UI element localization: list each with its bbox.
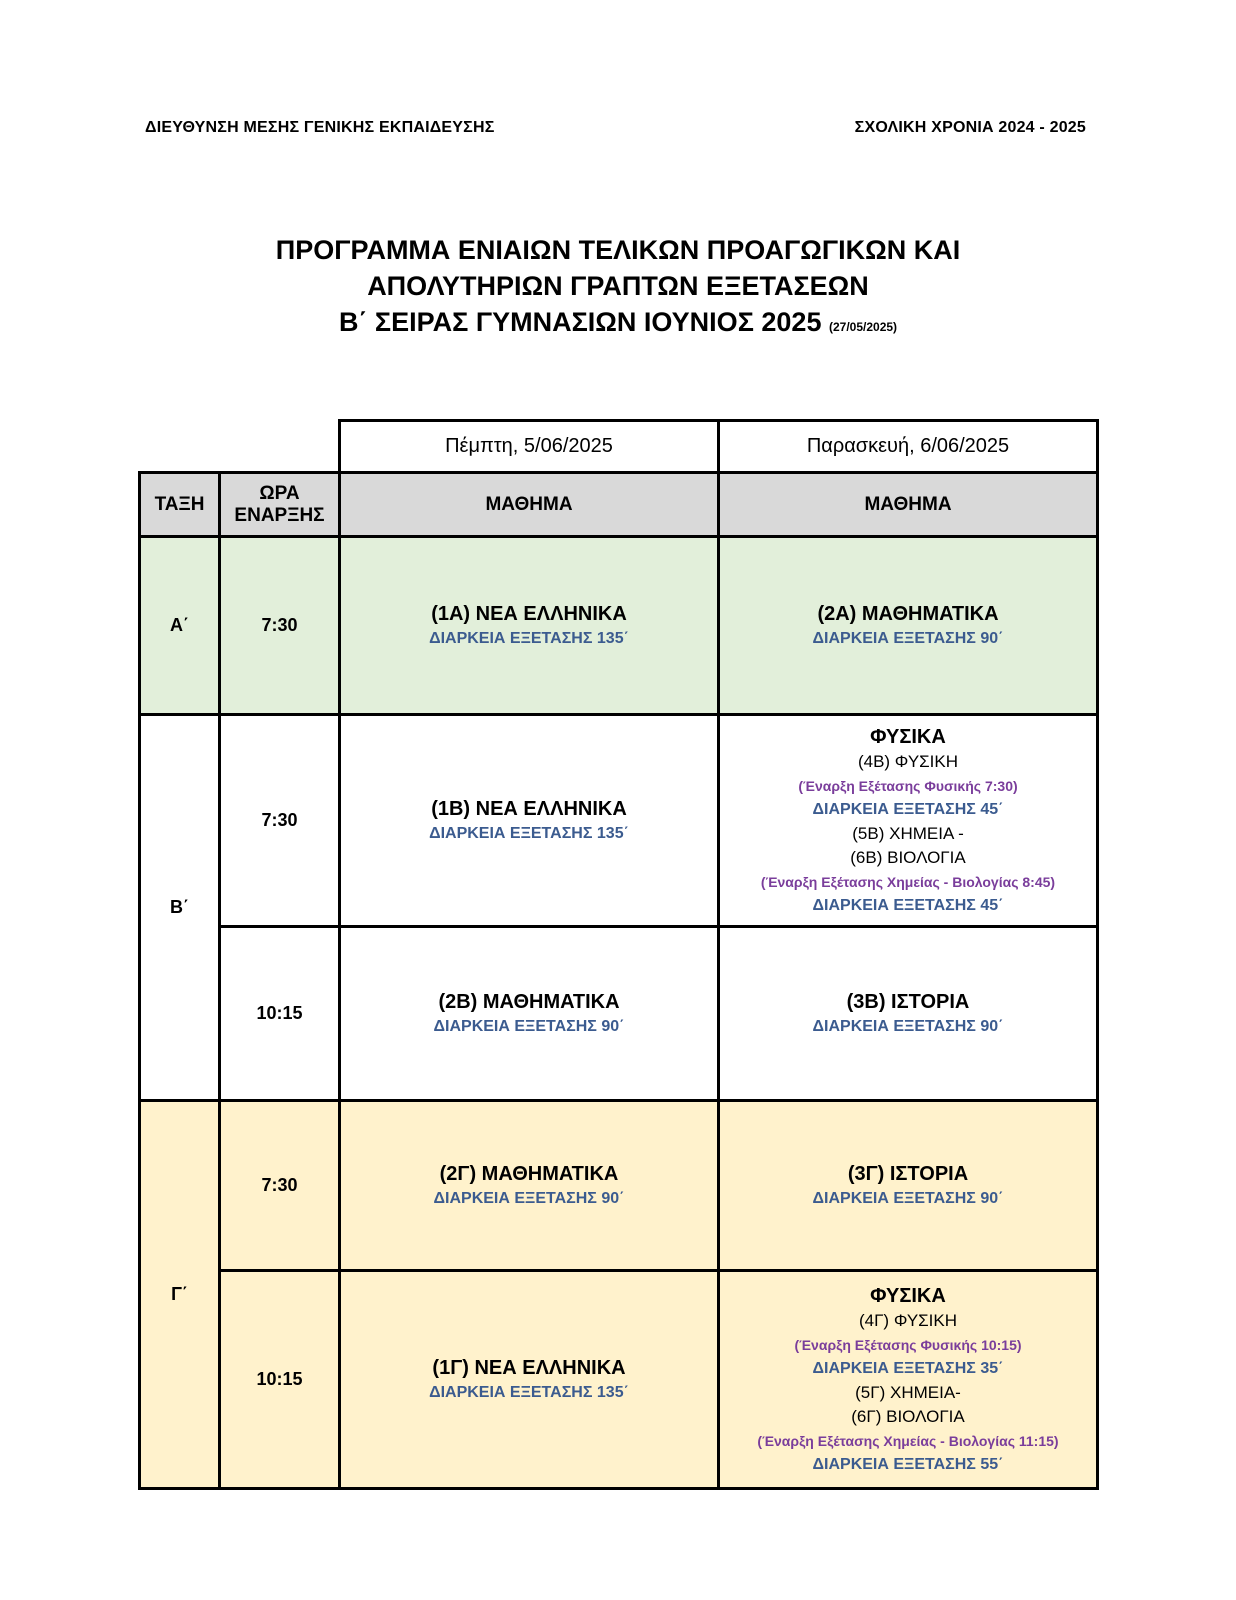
exam-duration: ΔΙΑΡΚΕΙΑ ΕΞΕΤΑΣΗΣ 90΄ [812,1017,1004,1035]
day-friday: Παρασκευή, 6/06/2025 [719,421,1098,473]
day-header-row [140,421,1098,473]
exam-subject: (3Γ) ΙΣΤΟΡΙΑ [847,1162,969,1185]
exam-cell-thu [340,537,719,715]
exam-duration: ΔΙΑΡΚΕΙΑ ΕΞΕΤΑΣΗΣ 90΄ [812,629,1004,647]
title-date: (27/05/2025) [828,320,898,334]
exam-cell-thu [340,927,719,1101]
start-time: 10:15 [220,927,340,1101]
exam-cell-thu [340,1271,719,1489]
table-row [140,927,1098,1101]
exam-start-note: (Έναρξη Εξέτασης Χημείας - Βιολογίας 8:45) [760,873,1056,890]
class-label-a: Α΄ [140,537,220,715]
start-time: 7:30 [220,715,340,927]
exam-duration: ΔΙΑΡΚΕΙΑ ΕΞΕΤΑΣΗΣ 90΄ [433,1017,625,1035]
col-time-header [220,473,340,537]
col-time-header-line1: ΩΡΑ [259,482,300,504]
exam-subject: (3Β) ΙΣΤΟΡΙΑ [846,990,970,1013]
column-header-row [140,473,1098,537]
title-line-1: ΠΡΟΓΡΑΜΜΑ ΕΝΙΑΙΩΝ ΤΕΛΙΚΩΝ ΠΡΟΑΓΩΓΙΚΩΝ ΚΑΙ [275,235,961,265]
exam-subject: (2Γ) ΜΑΘΗΜΑΤΙΚΑ [439,1162,619,1185]
exam-cell-fri [719,537,1098,715]
exam-subject-line: (4Β) ΦΥΣΙΚΗ [857,751,959,771]
exam-subject-line: (5Β) ΧΗΜΕΙΑ - [852,823,964,843]
col-class-header: ΤΑΞΗ [140,473,220,537]
exam-duration: ΔΙΑΡΚΕΙΑ ΕΞΕΤΑΣΗΣ 135΄ [429,629,629,647]
exam-subject-line: (4Γ) ΦΥΣΙΚΗ [858,1310,958,1330]
day-thursday: Πέμπτη, 5/06/2025 [340,421,719,473]
col-subject-header-thu: ΜΑΘΗΜΑ [340,473,719,537]
title-line-3 [0,304,1236,345]
exam-cell-fri [719,715,1098,927]
exam-duration: ΔΙΑΡΚΕΙΑ ΕΞΕΤΑΣΗΣ 35΄ [812,1359,1004,1377]
exam-start-note: (Έναρξη Εξέτασης Φυσικής 10:15) [794,1336,1022,1353]
exam-duration: ΔΙΑΡΚΕΙΑ ΕΞΕΤΑΣΗΣ 55΄ [812,1455,1004,1473]
exam-duration: ΔΙΑΡΚΕΙΑ ΕΞΕΤΑΣΗΣ 45΄ [812,800,1004,818]
blank-cell [220,421,340,473]
exam-duration: ΔΙΑΡΚΕΙΑ ΕΞΕΤΑΣΗΣ 90΄ [812,1189,1004,1207]
page-title [0,232,1236,345]
exam-subject-line: (6Β) ΒΙΟΛΟΓΙΑ [850,847,966,867]
blank-cell [140,421,220,473]
col-subject-header-fri: ΜΑΘΗΜΑ [719,473,1098,537]
exam-duration: ΔΙΑΡΚΕΙΑ ΕΞΕΤΑΣΗΣ 135΄ [429,1383,629,1401]
table-row [140,1101,1098,1271]
exam-cell-thu [340,1101,719,1271]
exam-subject-line: (5Γ) ΧΗΜΕΙΑ- [855,1382,961,1402]
exam-cell-thu [340,715,719,927]
table-row [140,537,1098,715]
exam-schedule-table [138,419,1099,1490]
title-line-2: ΑΠΟΛΥΤΗΡΙΩΝ ΓΡΑΠΤΩΝ ΕΞΕΤΑΣΕΩΝ [367,271,869,301]
exam-subject: (1Β) ΝΕΑ ΕΛΛΗΝΙΚΑ [431,797,627,820]
exam-subject: (2Α) ΜΑΘΗΜΑΤΙΚΑ [817,602,999,625]
exam-cell-fri [719,1271,1098,1489]
exam-subject-line: (6Γ) ΒΙΟΛΟΓΙΑ [851,1406,965,1426]
exam-cell-fri [719,1101,1098,1271]
table-row [140,1271,1098,1489]
exam-duration: ΔΙΑΡΚΕΙΑ ΕΞΕΤΑΣΗΣ 90΄ [433,1189,625,1207]
exam-heading: ΦΥΣΙΚΑ [870,1284,946,1307]
exam-duration: ΔΙΑΡΚΕΙΑ ΕΞΕΤΑΣΗΣ 45΄ [812,896,1004,914]
exam-start-note: (Έναρξη Εξέτασης Φυσικής 7:30) [798,777,1018,794]
exam-cell-fri [719,927,1098,1101]
exam-start-note: (Έναρξη Εξέτασης Χημείας - Βιολογίας 11:15) [757,1432,1059,1449]
start-time: 7:30 [220,537,340,715]
start-time: 10:15 [220,1271,340,1489]
class-label-b: Β΄ [140,715,220,1101]
exam-subject: (1Α) ΝΕΑ ΕΛΛΗΝΙΚΑ [431,602,627,625]
table-row [140,715,1098,927]
exam-heading: ΦΥΣΙΚΑ [870,725,946,748]
exam-duration: ΔΙΑΡΚΕΙΑ ΕΞΕΤΑΣΗΣ 135΄ [429,824,629,842]
class-label-c: Γ΄ [140,1101,220,1489]
exam-subject: (2Β) ΜΑΘΗΜΑΤΙΚΑ [438,990,620,1013]
header-school-year: ΣΧΟΛΙΚΗ ΧΡΟΝΙΑ 2024 - 2025 [854,119,1086,136]
start-time: 7:30 [220,1101,340,1271]
exam-subject: (1Γ) ΝΕΑ ΕΛΛΗΝΙΚΑ [432,1356,626,1379]
col-time-header-line2: ΕΝΑΡΞΗΣ [234,504,325,526]
header-directorate: ΔΙΕΥΘΥΝΣΗ ΜΕΣΗΣ ΓΕΝΙΚΗΣ ΕΚΠΑΙΔΕΥΣΗΣ [145,119,495,136]
title-line-3-text: Β΄ ΣΕΙΡΑΣ ΓΥΜΝΑΣΙΩΝ ΙΟΥΝΙΟΣ 2025 [338,307,822,337]
